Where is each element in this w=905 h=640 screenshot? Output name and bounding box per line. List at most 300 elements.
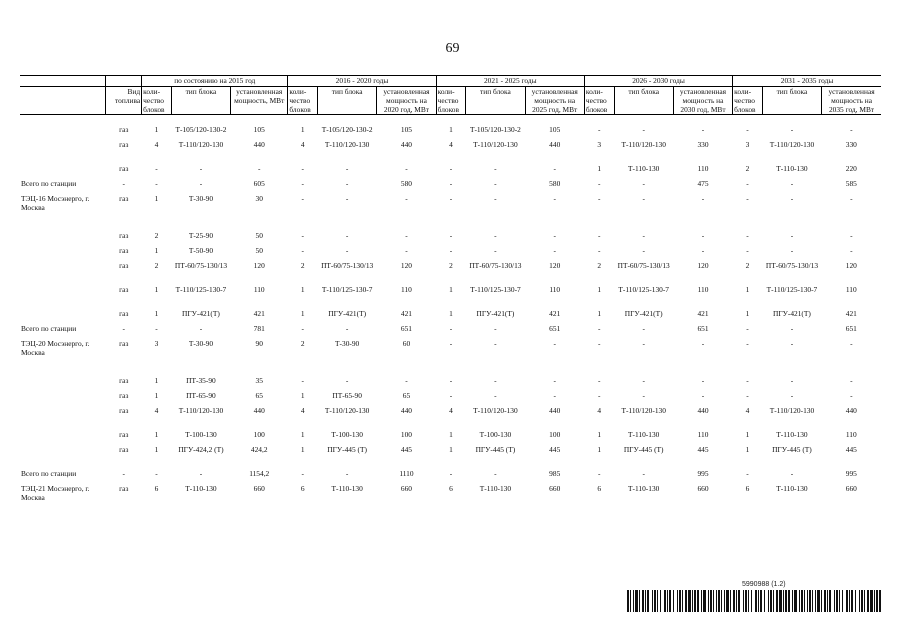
unit-type: Т-110/120-130 bbox=[769, 139, 815, 149]
installed-capacity: - bbox=[553, 193, 556, 203]
unit-count: - bbox=[597, 338, 601, 348]
unit-type: - bbox=[642, 178, 645, 188]
unit-type: - bbox=[494, 375, 497, 385]
fuel-type: газ bbox=[119, 139, 129, 149]
unit-count: 1 bbox=[154, 284, 159, 294]
unit-type: - bbox=[199, 323, 203, 333]
capacity-header: установленная мощность на 2030 год, МВт bbox=[673, 87, 732, 115]
station-name: ТЭЦ-21 Мосэнерго, г. Москва bbox=[21, 483, 90, 502]
unit-type: Т-100-130 bbox=[479, 429, 512, 439]
unit-type: - bbox=[790, 178, 794, 188]
unit-count: 6 bbox=[300, 483, 305, 493]
unit-count: 1 bbox=[449, 429, 453, 439]
installed-capacity: 105 bbox=[400, 125, 412, 134]
installed-capacity: 440 bbox=[549, 139, 561, 149]
unit-count: - bbox=[301, 468, 304, 478]
unit-type: ПГУ-445 (Т) bbox=[475, 444, 516, 454]
station-name: ТЭЦ-20 Мосэнерго, г. Москва bbox=[21, 338, 90, 357]
unit-type: Т-110/125-130-7 bbox=[321, 284, 373, 294]
unit-type: Т-105/120-130-2 bbox=[321, 125, 373, 134]
unit-count: 1 bbox=[449, 444, 453, 454]
installed-capacity: - bbox=[850, 230, 853, 240]
unit-count: - bbox=[746, 125, 749, 134]
unit-type: - bbox=[790, 230, 794, 240]
unit-count: - bbox=[597, 178, 601, 188]
unit-count: - bbox=[449, 163, 453, 173]
installed-capacity: - bbox=[405, 375, 408, 385]
installed-capacity: 421 bbox=[697, 308, 709, 318]
unit-type: ПГУ-421(Т) bbox=[476, 308, 515, 318]
unit-count: 4 bbox=[154, 139, 159, 149]
unit-count: 2 bbox=[154, 260, 159, 270]
unit-type: Т-25-90 bbox=[188, 230, 214, 240]
fuel-type: - bbox=[122, 178, 125, 188]
page-number: 69 bbox=[445, 41, 460, 56]
installed-capacity: 660 bbox=[253, 483, 265, 493]
unit-type: ПТ-60/75-130/13 bbox=[617, 260, 670, 270]
unit-type: Т-110/120-130 bbox=[473, 139, 518, 149]
installed-capacity: - bbox=[257, 163, 261, 173]
type-header: тип блока bbox=[466, 87, 525, 115]
table-row bbox=[20, 139, 881, 163]
installed-capacity: 120 bbox=[697, 260, 709, 270]
fuel-type-header: Вид топлива bbox=[106, 87, 142, 115]
type-header: тип блока bbox=[614, 87, 673, 115]
unit-count: - bbox=[597, 323, 601, 333]
unit-type: ПГУ-421(Т) bbox=[328, 308, 367, 318]
unit-type: ПГУ-421(Т) bbox=[773, 308, 811, 318]
count-header: коли-чество блоков bbox=[142, 87, 172, 115]
unit-type: ПГУ-421(Т) bbox=[182, 308, 220, 318]
unit-type: ПТ-60/75-130/13 bbox=[321, 260, 374, 270]
unit-type: - bbox=[642, 375, 645, 385]
fuel-type: газ bbox=[119, 375, 129, 385]
fuel-type: газ bbox=[119, 125, 129, 134]
installed-capacity: 65 bbox=[255, 390, 263, 400]
unit-type: - bbox=[790, 323, 794, 333]
unit-type: ПТ-60/75-130/13 bbox=[469, 260, 522, 270]
unit-type: Т-50-90 bbox=[188, 245, 214, 255]
station-name: ТЭЦ-16 Мосэнерго, г. Москва bbox=[21, 193, 90, 212]
unit-count: 1 bbox=[597, 163, 602, 173]
unit-count: 1 bbox=[745, 308, 750, 318]
station-name bbox=[20, 444, 106, 468]
installed-capacity: 651 bbox=[549, 323, 561, 333]
unit-type: Т-105/120-130-2 bbox=[469, 125, 521, 134]
table-row bbox=[20, 429, 881, 444]
unit-count: 1 bbox=[154, 444, 159, 454]
unit-count: - bbox=[746, 375, 749, 385]
installed-capacity: 120 bbox=[845, 260, 857, 270]
table-row bbox=[20, 405, 881, 429]
unit-count: 4 bbox=[154, 405, 159, 415]
unit-type: - bbox=[642, 468, 645, 478]
installed-capacity: 475 bbox=[697, 178, 709, 188]
installed-capacity: 100 bbox=[549, 429, 561, 439]
unit-count: 4 bbox=[300, 405, 305, 415]
installed-capacity: 35 bbox=[255, 375, 263, 385]
table-row bbox=[20, 245, 881, 260]
unit-count: - bbox=[449, 390, 453, 400]
installed-capacity: - bbox=[701, 338, 705, 348]
table-body bbox=[20, 115, 881, 518]
installed-capacity: 60 bbox=[402, 338, 411, 348]
unit-count: 1 bbox=[300, 284, 305, 294]
unit-count: 4 bbox=[300, 139, 305, 149]
unit-type: Т-110/125-130-7 bbox=[766, 284, 818, 294]
installed-capacity: 1154,2 bbox=[249, 468, 270, 478]
unit-count: - bbox=[301, 375, 304, 385]
installed-capacity: 445 bbox=[400, 444, 412, 454]
count-header: коли-чество блоков bbox=[733, 87, 763, 115]
installed-capacity: 421 bbox=[400, 308, 412, 318]
unit-type: - bbox=[642, 338, 645, 348]
unit-type: ПГУ-424,2 (Т) bbox=[178, 444, 224, 454]
unit-count: 6 bbox=[449, 483, 453, 493]
unit-type: ПГУ-421(Т) bbox=[624, 308, 663, 318]
unit-count: - bbox=[597, 375, 601, 385]
installed-capacity: 781 bbox=[253, 323, 265, 333]
unit-count: - bbox=[597, 468, 601, 478]
installed-capacity: 445 bbox=[697, 444, 709, 454]
unit-count: 1 bbox=[154, 125, 159, 134]
capacity-header: установленная мощность, МВт bbox=[231, 87, 288, 115]
station-name: Всего по станции bbox=[21, 468, 77, 478]
unit-type: - bbox=[345, 375, 349, 385]
table-row bbox=[20, 323, 881, 338]
unit-type: Т-110/120-130 bbox=[324, 405, 370, 415]
table-row bbox=[20, 178, 881, 193]
unit-type: Т-105/120-130-2 bbox=[175, 125, 227, 134]
unit-type: Т-110-130 bbox=[185, 483, 217, 493]
installed-capacity: 424,2 bbox=[250, 444, 268, 454]
unit-count: - bbox=[155, 178, 158, 188]
unit-count: - bbox=[301, 193, 304, 203]
unit-count: 1 bbox=[300, 125, 305, 134]
station-name bbox=[20, 260, 106, 284]
unit-type: - bbox=[494, 338, 497, 348]
unit-type: Т-110/120-130 bbox=[473, 405, 518, 415]
period-header: 2016 - 2020 годы bbox=[288, 76, 436, 87]
unit-type: ПГУ-445 (Т) bbox=[623, 444, 664, 454]
unit-count: - bbox=[449, 245, 453, 255]
unit-count: 3 bbox=[745, 139, 750, 149]
installed-capacity: 110 bbox=[697, 284, 709, 294]
installed-capacity: 120 bbox=[253, 260, 265, 270]
unit-type: - bbox=[642, 323, 645, 333]
installed-capacity: 585 bbox=[845, 178, 857, 188]
unit-count: - bbox=[597, 390, 601, 400]
installed-capacity: - bbox=[701, 125, 705, 134]
unit-type: - bbox=[642, 390, 645, 400]
unit-type: Т-30-90 bbox=[188, 193, 214, 203]
installed-capacity: 110 bbox=[697, 163, 709, 173]
installed-capacity: 120 bbox=[549, 260, 561, 270]
unit-count: - bbox=[597, 245, 601, 255]
unit-count: - bbox=[449, 468, 453, 478]
unit-count: - bbox=[746, 178, 749, 188]
unit-type: - bbox=[494, 245, 497, 255]
table-row bbox=[20, 444, 881, 468]
installed-capacity: - bbox=[701, 193, 705, 203]
unit-count: - bbox=[449, 193, 453, 203]
fuel-type: газ bbox=[119, 308, 129, 318]
unit-type: - bbox=[790, 193, 794, 203]
station-name: Всего по станции bbox=[21, 323, 77, 333]
unit-type: - bbox=[494, 163, 497, 173]
unit-type: - bbox=[790, 375, 794, 385]
type-header: тип блока bbox=[318, 87, 377, 115]
installed-capacity: 660 bbox=[697, 483, 709, 493]
installed-capacity: 580 bbox=[400, 178, 412, 188]
unit-type: - bbox=[345, 245, 349, 255]
capacity-header: установленная мощность на 2020 год, МВт bbox=[377, 87, 436, 115]
unit-type: ПТ-35-90 bbox=[186, 375, 216, 385]
installed-capacity: 440 bbox=[549, 405, 561, 415]
unit-count: - bbox=[155, 163, 158, 173]
unit-type: ПТ-65-90 bbox=[186, 390, 216, 400]
unit-count: - bbox=[301, 163, 304, 173]
installed-capacity: 421 bbox=[845, 308, 857, 318]
unit-count: - bbox=[449, 375, 453, 385]
installed-capacity: 110 bbox=[845, 284, 857, 294]
installed-capacity: 110 bbox=[253, 284, 265, 294]
unit-type: - bbox=[642, 245, 645, 255]
installed-capacity: 65 bbox=[402, 390, 411, 400]
unit-count: 1 bbox=[300, 390, 305, 400]
unit-type: Т-110/120-130 bbox=[621, 139, 666, 149]
table-row bbox=[20, 468, 881, 483]
unit-type: - bbox=[790, 125, 794, 134]
installed-capacity: 440 bbox=[253, 405, 265, 415]
unit-count: - bbox=[449, 338, 453, 348]
unit-type: Т-110/120-130 bbox=[178, 405, 224, 415]
installed-capacity: 660 bbox=[845, 483, 857, 493]
generation-capacity-table bbox=[20, 75, 881, 518]
unit-type: Т-110/125-130-7 bbox=[470, 284, 521, 294]
installed-capacity: 50 bbox=[255, 230, 263, 240]
unit-type: - bbox=[345, 163, 349, 173]
installed-capacity: - bbox=[405, 163, 408, 173]
unit-type: - bbox=[642, 125, 645, 134]
unit-count: 2 bbox=[597, 260, 602, 270]
unit-type: - bbox=[494, 468, 497, 478]
unit-type: Т-110/120-130 bbox=[178, 139, 224, 149]
installed-capacity: 120 bbox=[400, 260, 412, 270]
unit-count: - bbox=[597, 230, 601, 240]
installed-capacity: - bbox=[850, 338, 853, 348]
installed-capacity: 100 bbox=[253, 429, 265, 439]
unit-count: - bbox=[301, 323, 304, 333]
unit-count: - bbox=[155, 468, 158, 478]
capacity-header: установленная мощность на 2025 год, МВт bbox=[525, 87, 584, 115]
unit-type: Т-110-130 bbox=[628, 429, 660, 439]
unit-count: 1 bbox=[154, 245, 159, 255]
table-row bbox=[20, 115, 881, 139]
installed-capacity: 330 bbox=[697, 139, 709, 149]
unit-type: Т-110-130 bbox=[628, 163, 660, 173]
table-row bbox=[20, 284, 881, 308]
fuel-type: газ bbox=[119, 405, 129, 415]
station-name bbox=[20, 375, 106, 390]
unit-type: ПТ-60/75-130/13 bbox=[765, 260, 819, 270]
installed-capacity: 660 bbox=[549, 483, 561, 493]
unit-type: - bbox=[345, 230, 349, 240]
unit-type: - bbox=[790, 468, 794, 478]
unit-type: Т-110-130 bbox=[776, 483, 808, 493]
unit-type: - bbox=[199, 468, 203, 478]
installed-capacity: 440 bbox=[400, 405, 412, 415]
table-row bbox=[20, 260, 881, 284]
unit-count: 1 bbox=[300, 444, 305, 454]
unit-count: 1 bbox=[597, 429, 602, 439]
fuel-type: газ bbox=[119, 245, 129, 255]
installed-capacity: 985 bbox=[549, 468, 561, 478]
installed-capacity: - bbox=[405, 230, 408, 240]
unit-count: - bbox=[746, 323, 749, 333]
installed-capacity: 100 bbox=[400, 429, 412, 439]
unit-type: Т-30-90 bbox=[335, 338, 360, 348]
installed-capacity: - bbox=[405, 245, 408, 255]
installed-capacity: 105 bbox=[253, 125, 265, 134]
installed-capacity: - bbox=[553, 230, 556, 240]
installed-capacity: 440 bbox=[400, 139, 412, 149]
unit-type: - bbox=[494, 323, 497, 333]
installed-capacity: 440 bbox=[253, 139, 265, 149]
table-row bbox=[20, 193, 881, 230]
unit-type: - bbox=[642, 193, 645, 203]
unit-count: 4 bbox=[449, 405, 453, 415]
station-name: Всего по станции bbox=[21, 178, 77, 188]
unit-type: - bbox=[199, 178, 203, 188]
unit-count: - bbox=[597, 125, 601, 134]
unit-count: - bbox=[746, 245, 749, 255]
fuel-type: газ bbox=[119, 444, 129, 454]
unit-count: - bbox=[746, 468, 749, 478]
unit-count: 1 bbox=[449, 308, 453, 318]
installed-capacity: 651 bbox=[697, 323, 709, 333]
unit-count: - bbox=[449, 178, 453, 188]
unit-count: 6 bbox=[597, 483, 602, 493]
installed-capacity: 110 bbox=[401, 284, 412, 294]
unit-type: - bbox=[642, 230, 645, 240]
unit-type: Т-110-130 bbox=[628, 483, 660, 493]
table-row bbox=[20, 308, 881, 323]
fuel-type: газ bbox=[119, 230, 129, 240]
table-row bbox=[20, 483, 881, 518]
unit-type: Т-110/125-130-7 bbox=[618, 284, 669, 294]
table-row bbox=[20, 163, 881, 178]
installed-capacity: 110 bbox=[845, 429, 857, 439]
count-header: коли-чество блоков bbox=[288, 87, 318, 115]
installed-capacity: 421 bbox=[549, 308, 561, 318]
unit-count: 1 bbox=[449, 125, 453, 134]
unit-count: 2 bbox=[154, 230, 159, 240]
unit-type: - bbox=[345, 193, 349, 203]
unit-count: 2 bbox=[745, 260, 750, 270]
fuel-type: газ bbox=[119, 429, 129, 439]
fuel-type: газ bbox=[119, 483, 129, 493]
unit-type: Т-110/125-130-7 bbox=[175, 284, 227, 294]
unit-count: 4 bbox=[597, 405, 602, 415]
unit-type: Т-110-130 bbox=[776, 429, 808, 439]
unit-type: Т-110-130 bbox=[479, 483, 512, 493]
unit-count: 1 bbox=[745, 429, 750, 439]
unit-type: ПГУ-445 (Т) bbox=[327, 444, 367, 454]
fuel-type: газ bbox=[119, 193, 129, 203]
unit-count: 1 bbox=[154, 375, 159, 385]
unit-type: ПТ-65-90 bbox=[332, 390, 362, 400]
unit-count: 1 bbox=[597, 444, 602, 454]
station-name bbox=[20, 429, 106, 444]
installed-capacity: 995 bbox=[697, 468, 709, 478]
barcode bbox=[627, 590, 882, 612]
capacity-header: установленная мощность на 2035 год, МВт bbox=[822, 87, 881, 115]
unit-type: - bbox=[345, 178, 349, 188]
unit-count: 2 bbox=[449, 260, 453, 270]
fuel-type: газ bbox=[119, 260, 129, 270]
barcode-number: 5990988 (1.2) bbox=[742, 581, 786, 588]
unit-count: 6 bbox=[154, 483, 159, 493]
unit-count: 1 bbox=[449, 284, 453, 294]
installed-capacity: - bbox=[701, 230, 705, 240]
installed-capacity: 1110 bbox=[399, 468, 414, 478]
installed-capacity: 50 bbox=[255, 245, 263, 255]
installed-capacity: 445 bbox=[845, 444, 857, 454]
installed-capacity: - bbox=[553, 338, 556, 348]
unit-count: 2 bbox=[745, 163, 750, 173]
unit-count: 1 bbox=[597, 284, 602, 294]
unit-count: 1 bbox=[745, 284, 750, 294]
unit-type: - bbox=[494, 230, 497, 240]
installed-capacity: 110 bbox=[549, 284, 561, 294]
unit-type: ПГУ-445 (Т) bbox=[772, 444, 812, 454]
unit-type: - bbox=[494, 390, 497, 400]
installed-capacity: - bbox=[850, 375, 853, 385]
installed-capacity: 110 bbox=[697, 429, 709, 439]
station-name bbox=[20, 405, 106, 429]
installed-capacity: 90 bbox=[255, 338, 263, 348]
unit-type: - bbox=[790, 338, 794, 348]
unit-count: - bbox=[746, 193, 749, 203]
unit-type: - bbox=[790, 390, 794, 400]
installed-capacity: 421 bbox=[253, 308, 265, 318]
unit-count: 1 bbox=[154, 429, 159, 439]
unit-count: 4 bbox=[449, 139, 453, 149]
station-name bbox=[20, 308, 106, 323]
unit-count: - bbox=[301, 178, 304, 188]
unit-count: - bbox=[746, 230, 749, 240]
unit-count: 1 bbox=[154, 193, 159, 203]
fuel-type: газ bbox=[119, 284, 129, 294]
unit-type: - bbox=[345, 468, 349, 478]
unit-type: Т-110/120-130 bbox=[769, 405, 815, 415]
installed-capacity: 660 bbox=[400, 483, 412, 493]
installed-capacity: 445 bbox=[549, 444, 561, 454]
unit-count: 2 bbox=[300, 338, 305, 348]
table-row bbox=[20, 375, 881, 390]
unit-type: Т-30-90 bbox=[188, 338, 214, 348]
installed-capacity: 651 bbox=[845, 323, 857, 333]
unit-type: - bbox=[199, 163, 203, 173]
unit-type: Т-110/120-130 bbox=[621, 405, 666, 415]
installed-capacity: - bbox=[553, 375, 556, 385]
unit-count: 3 bbox=[597, 139, 602, 149]
installed-capacity: 580 bbox=[549, 178, 561, 188]
unit-type: Т-100-130 bbox=[185, 429, 217, 439]
station-name bbox=[20, 245, 106, 260]
unit-count: 1 bbox=[300, 429, 305, 439]
